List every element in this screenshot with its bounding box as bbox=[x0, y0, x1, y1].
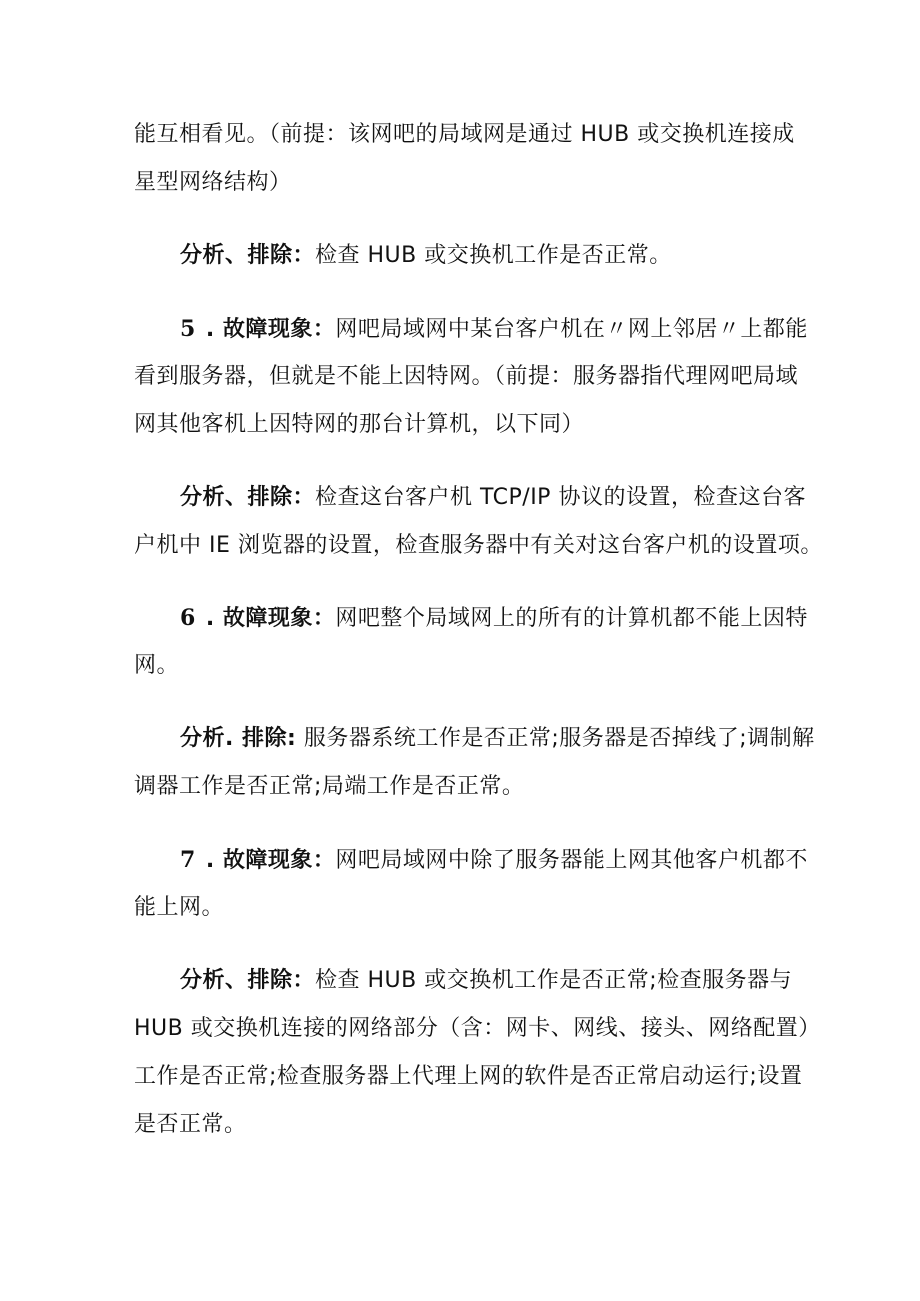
p8-line-4: 是否正常。 bbox=[134, 1112, 247, 1137]
p7-text-1: 网吧局域网中除了服务器能上网其他客户机都不 bbox=[335, 848, 808, 873]
p3-line-2: 看到服务器，但就是不能上因特网。（前提：服务器指代理网吧局域 bbox=[134, 364, 799, 389]
item-number-7: 7 bbox=[180, 847, 196, 873]
p8-text-1: 检查 HUB 或交换机工作是否正常;检查服务器与 bbox=[315, 968, 793, 993]
p3-line-3: 网其他客机上因特网的那台计算机，以下同） bbox=[134, 412, 585, 437]
p8-line-3: 工作是否正常;检查服务器上代理上网的软件是否正常启动运行;设置 bbox=[134, 1064, 803, 1089]
analysis-label: 分析. 排除: bbox=[180, 726, 297, 751]
p3-line-1 bbox=[180, 314, 808, 345]
p5-text-1: 网吧整个局域网上的所有的计算机都不能上因特 bbox=[335, 606, 808, 631]
analysis-label: 分析、排除： bbox=[180, 968, 316, 993]
p5-line-2: 网。 bbox=[134, 653, 180, 678]
fault-label: . 故障现象： bbox=[205, 317, 336, 342]
p1-line-1: 能互相看见。（前提：该网吧的局域网是通过 HUB 或交换机连接成 bbox=[134, 122, 795, 147]
p8-line-1 bbox=[180, 966, 792, 996]
p6-line-1 bbox=[180, 724, 815, 754]
fault-label: . 故障现象： bbox=[205, 848, 336, 873]
p2-text: 检查 HUB 或交换机工作是否正常。 bbox=[315, 243, 672, 268]
item-number-5: 5 bbox=[180, 316, 196, 342]
p4-text-1: 检查这台客户机 TCP/IP 协议的设置，检查这台客 bbox=[315, 485, 806, 510]
p8-line-2: HUB 或交换机连接的网络部分（含：网卡、网线、接头、网络配置） bbox=[134, 1016, 821, 1041]
p6-text-1: 服务器系统工作是否正常;服务器是否掉线了;调制解 bbox=[296, 726, 815, 751]
p2-line-1 bbox=[180, 241, 672, 271]
analysis-label: 分析、排除： bbox=[180, 485, 316, 510]
analysis-label: 分析、排除： bbox=[180, 243, 316, 268]
item-number-6: 6 bbox=[180, 605, 196, 631]
p5-line-1 bbox=[180, 603, 808, 634]
p4-line-1 bbox=[180, 483, 806, 513]
p4-line-2: 户机中 IE 浏览器的设置，检查服务器中有关对这台客户机的设置项。 bbox=[134, 533, 823, 558]
p6-line-2: 调器工作是否正常;局端工作是否正常。 bbox=[134, 774, 525, 799]
p3-text-1: 网吧局域网中某台客户机在〃网上邻居〃上都能 bbox=[335, 317, 808, 342]
fault-label: . 故障现象： bbox=[205, 606, 336, 631]
p1-line-2: 星型网络结构） bbox=[134, 170, 292, 195]
p7-line-2: 能上网。 bbox=[134, 895, 225, 920]
p7-line-1 bbox=[180, 845, 808, 876]
